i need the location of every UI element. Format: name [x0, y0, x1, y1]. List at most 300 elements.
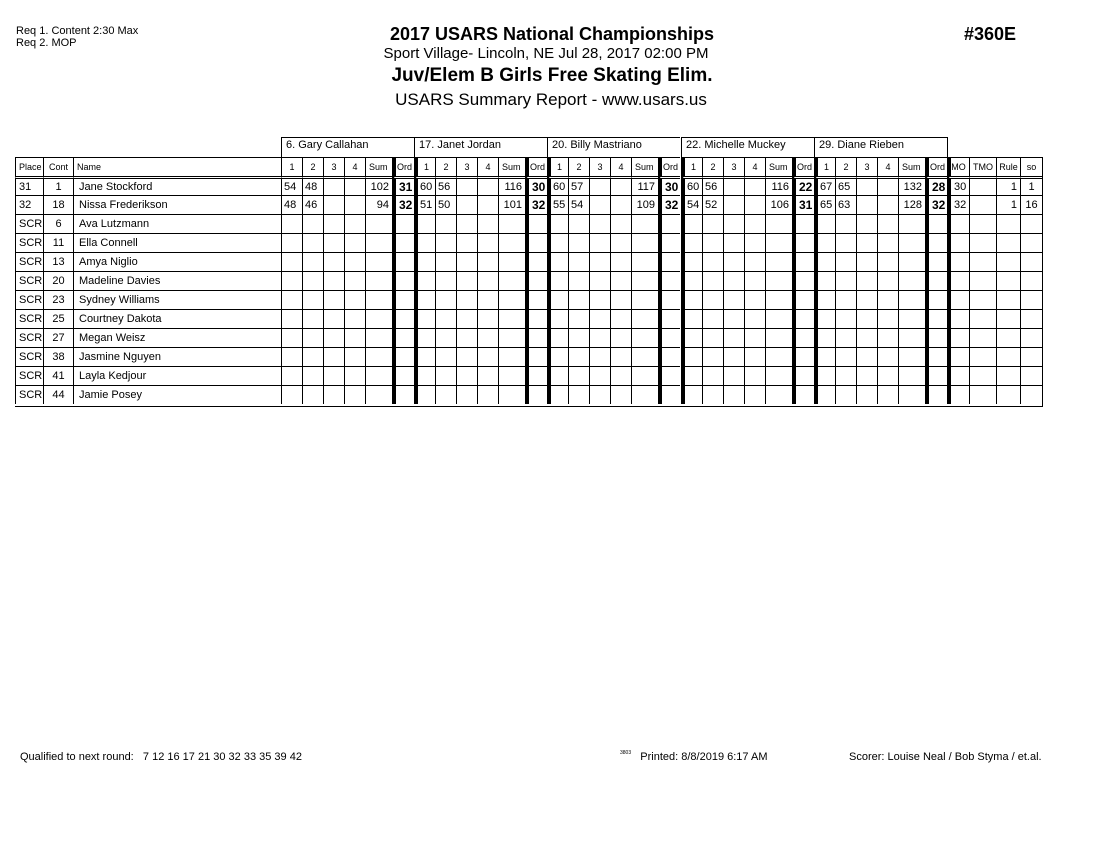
- score-cell: [547, 252, 568, 271]
- score-cell: [856, 290, 877, 309]
- score-cell: [702, 328, 723, 347]
- score-cell: [435, 214, 456, 233]
- score-cell: [281, 366, 302, 385]
- cont-cell: 44: [43, 385, 73, 404]
- column-header-judge4-3: 3: [723, 157, 744, 176]
- column-header-judge4-ord: Ord: [792, 157, 814, 176]
- score-cell: [792, 347, 814, 366]
- score-cell: [435, 328, 456, 347]
- column-header-judge1-ord: Ord: [392, 157, 414, 176]
- mo-cell: [947, 252, 969, 271]
- score-cell: [856, 309, 877, 328]
- score-cell: [744, 252, 765, 271]
- score-cell: [302, 366, 323, 385]
- score-cell: [456, 309, 477, 328]
- score-cell: [392, 252, 414, 271]
- cont-cell: 38: [43, 347, 73, 366]
- cont-cell: 25: [43, 309, 73, 328]
- score-cell: [477, 328, 498, 347]
- so-cell: [1020, 328, 1042, 347]
- column-header-so: so: [1020, 157, 1042, 176]
- score-cell: [589, 214, 610, 233]
- so-cell: [1020, 309, 1042, 328]
- mo-cell: [947, 309, 969, 328]
- score-cell: [877, 347, 898, 366]
- score-cell: 46: [302, 195, 323, 214]
- score-cell: [814, 271, 835, 290]
- place-cell: 32: [15, 195, 43, 214]
- score-cell: [765, 328, 792, 347]
- score-cell: [610, 290, 631, 309]
- score-cell: 30: [525, 176, 547, 195]
- score-cell: [281, 214, 302, 233]
- score-cell: [344, 233, 365, 252]
- score-cell: [281, 233, 302, 252]
- score-cell: [281, 347, 302, 366]
- judge-header: 22. Michelle Muckey: [681, 137, 814, 157]
- score-cell: [547, 271, 568, 290]
- column-header-judge5-3: 3: [856, 157, 877, 176]
- mo-cell: [947, 271, 969, 290]
- score-cell: [814, 366, 835, 385]
- score-cell: [589, 385, 610, 404]
- score-cell: [631, 233, 658, 252]
- score-cell: [610, 328, 631, 347]
- score-cell: [681, 271, 702, 290]
- score-cell: [456, 290, 477, 309]
- score-cell: 22: [792, 176, 814, 195]
- column-header-cont: Cont: [43, 157, 73, 176]
- score-cell: [414, 214, 435, 233]
- score-cell: [392, 290, 414, 309]
- score-cell: [610, 252, 631, 271]
- score-cell: [435, 252, 456, 271]
- score-cell: [658, 347, 680, 366]
- score-cell: [323, 385, 344, 404]
- so-cell: [1020, 252, 1042, 271]
- score-cell: [877, 271, 898, 290]
- score-cell: [681, 366, 702, 385]
- score-cell: [302, 214, 323, 233]
- score-cell: [835, 233, 856, 252]
- score-cell: 56: [702, 176, 723, 195]
- score-cell: [456, 176, 477, 195]
- skater-name: Nissa Frederikson: [73, 195, 281, 214]
- score-cell: 32: [925, 195, 947, 214]
- score-cell: [525, 366, 547, 385]
- score-cell: [525, 328, 547, 347]
- score-cell: [589, 366, 610, 385]
- score-cell: 48: [302, 176, 323, 195]
- score-cell: [702, 290, 723, 309]
- score-cell: [498, 366, 525, 385]
- column-header-tmo: TMO: [969, 157, 996, 176]
- score-cell: [877, 176, 898, 195]
- score-cell: [925, 347, 947, 366]
- column-header-judge5-4: 4: [877, 157, 898, 176]
- so-cell: 1: [1020, 176, 1042, 195]
- score-cell: [414, 366, 435, 385]
- score-cell: [456, 328, 477, 347]
- column-header-judge3-1: 1: [547, 157, 568, 176]
- requirement-1: Req 1. Content 2:30 Max: [16, 25, 139, 37]
- score-cell: [589, 176, 610, 195]
- score-cell: [658, 290, 680, 309]
- place-cell: SCR: [15, 214, 43, 233]
- so-cell: [1020, 347, 1042, 366]
- score-cell: [723, 252, 744, 271]
- score-cell: [477, 366, 498, 385]
- score-cell: [702, 214, 723, 233]
- so-cell: [1020, 271, 1042, 290]
- score-cell: [281, 271, 302, 290]
- score-cell: [744, 214, 765, 233]
- score-cell: [631, 366, 658, 385]
- score-cell: [547, 366, 568, 385]
- score-cell: 57: [568, 176, 589, 195]
- score-cell: [681, 233, 702, 252]
- score-cell: 60: [414, 176, 435, 195]
- score-cell: [525, 271, 547, 290]
- score-cell: [744, 309, 765, 328]
- rule-cell: [996, 309, 1020, 328]
- score-cell: [856, 176, 877, 195]
- score-cell: [702, 233, 723, 252]
- score-cell: [856, 271, 877, 290]
- score-cell: [414, 385, 435, 404]
- score-cell: [765, 233, 792, 252]
- score-cell: [365, 347, 392, 366]
- skater-name: Sydney Williams: [73, 290, 281, 309]
- score-cell: [344, 271, 365, 290]
- score-cell: [631, 214, 658, 233]
- score-cell: [814, 328, 835, 347]
- score-cell: [856, 385, 877, 404]
- score-cell: [302, 252, 323, 271]
- score-cell: [323, 195, 344, 214]
- score-cell: [498, 328, 525, 347]
- place-cell: SCR: [15, 271, 43, 290]
- score-cell: [435, 233, 456, 252]
- score-cell: [568, 214, 589, 233]
- score-cell: [814, 214, 835, 233]
- divider: [947, 137, 948, 157]
- printed-line: [620, 751, 768, 763]
- tmo-cell: [969, 195, 996, 214]
- score-cell: [568, 385, 589, 404]
- score-cell: [835, 290, 856, 309]
- score-cell: [392, 328, 414, 347]
- qualified-label: Qualified to next round:: [20, 751, 134, 763]
- score-cell: 50: [435, 195, 456, 214]
- score-cell: [525, 347, 547, 366]
- column-header-judge2-3: 3: [456, 157, 477, 176]
- score-cell: [498, 385, 525, 404]
- column-header-judge1-1: 1: [281, 157, 302, 176]
- skater-name: Jane Stockford: [73, 176, 281, 195]
- score-cell: [835, 214, 856, 233]
- so-cell: [1020, 233, 1042, 252]
- score-cell: [681, 309, 702, 328]
- score-cell: [681, 347, 702, 366]
- score-cell: 109: [631, 195, 658, 214]
- place-cell: SCR: [15, 252, 43, 271]
- cont-cell: 13: [43, 252, 73, 271]
- score-cell: [344, 214, 365, 233]
- mo-cell: 30: [947, 176, 969, 195]
- tmo-cell: [969, 309, 996, 328]
- score-cell: [414, 271, 435, 290]
- score-cell: [610, 176, 631, 195]
- report-code: 3803: [620, 750, 632, 756]
- score-cell: [414, 347, 435, 366]
- score-cell: [792, 309, 814, 328]
- score-cell: 116: [765, 176, 792, 195]
- score-cell: [744, 195, 765, 214]
- rule-cell: 1: [996, 176, 1020, 195]
- column-header-judge4-4: 4: [744, 157, 765, 176]
- score-cell: [365, 290, 392, 309]
- score-cell: [925, 309, 947, 328]
- score-cell: [392, 233, 414, 252]
- score-cell: [765, 385, 792, 404]
- tmo-cell: [969, 252, 996, 271]
- score-cell: [302, 290, 323, 309]
- score-cell: [898, 309, 925, 328]
- score-cell: [925, 252, 947, 271]
- score-cell: [792, 328, 814, 347]
- score-cell: [302, 233, 323, 252]
- judge-header: 20. Billy Mastriano: [547, 137, 680, 157]
- so-cell: [1020, 385, 1042, 404]
- score-cell: [435, 347, 456, 366]
- place-cell: SCR: [15, 328, 43, 347]
- score-cell: [568, 233, 589, 252]
- score-cell: [568, 290, 589, 309]
- skater-name: Jasmine Nguyen: [73, 347, 281, 366]
- championship-title: 2017 USARS National Championships: [389, 24, 715, 44]
- score-cell: [631, 328, 658, 347]
- mo-cell: [947, 385, 969, 404]
- score-cell: [547, 233, 568, 252]
- score-cell: [702, 271, 723, 290]
- skater-name: Ella Connell: [73, 233, 281, 252]
- score-cell: [744, 347, 765, 366]
- score-cell: [456, 347, 477, 366]
- venue-date: Sport Village- Lincoln, NE Jul 28, 2017 02:00 PM: [383, 45, 709, 62]
- score-cell: [525, 233, 547, 252]
- tmo-cell: [969, 347, 996, 366]
- score-cell: [658, 214, 680, 233]
- score-cell: [302, 385, 323, 404]
- score-cell: [631, 347, 658, 366]
- score-cell: [658, 233, 680, 252]
- mo-cell: [947, 233, 969, 252]
- score-cell: [568, 328, 589, 347]
- tmo-cell: [969, 328, 996, 347]
- mo-cell: [947, 290, 969, 309]
- score-cell: [814, 309, 835, 328]
- score-cell: 56: [435, 176, 456, 195]
- column-header-mo: MO: [947, 157, 969, 176]
- cont-cell: 11: [43, 233, 73, 252]
- score-cell: [925, 233, 947, 252]
- event-number: #360E: [964, 24, 1017, 44]
- score-cell: [281, 328, 302, 347]
- score-cell: [392, 347, 414, 366]
- score-cell: [898, 214, 925, 233]
- score-cell: [344, 176, 365, 195]
- score-cell: [702, 347, 723, 366]
- score-cell: [898, 328, 925, 347]
- qualified-list: 7 12 16 17 21 30 32 33 35 39 42: [142, 751, 302, 763]
- score-cell: [344, 290, 365, 309]
- score-cell: 132: [898, 176, 925, 195]
- score-cell: [681, 385, 702, 404]
- score-cell: [477, 195, 498, 214]
- score-cell: [610, 347, 631, 366]
- score-cell: [898, 366, 925, 385]
- score-cell: [414, 309, 435, 328]
- place-cell: SCR: [15, 290, 43, 309]
- score-cell: [658, 252, 680, 271]
- mo-cell: [947, 347, 969, 366]
- score-cell: [281, 385, 302, 404]
- score-cell: [456, 214, 477, 233]
- place-cell: SCR: [15, 309, 43, 328]
- score-cell: [835, 252, 856, 271]
- score-cell: [925, 214, 947, 233]
- column-header-judge5-1: 1: [814, 157, 835, 176]
- column-header-judge2-1: 1: [414, 157, 435, 176]
- score-cell: [792, 271, 814, 290]
- score-cell: [792, 366, 814, 385]
- score-cell: [814, 385, 835, 404]
- score-cell: [744, 271, 765, 290]
- score-cell: 31: [792, 195, 814, 214]
- score-cell: [589, 347, 610, 366]
- score-cell: [814, 252, 835, 271]
- mo-cell: [947, 214, 969, 233]
- score-cell: [723, 366, 744, 385]
- score-cell: 48: [281, 195, 302, 214]
- score-cell: [568, 271, 589, 290]
- score-cell: [856, 328, 877, 347]
- score-cell: 94: [365, 195, 392, 214]
- score-cell: 116: [498, 176, 525, 195]
- place-cell: 31: [15, 176, 43, 195]
- score-cell: [658, 328, 680, 347]
- score-cell: [631, 271, 658, 290]
- score-cell: [856, 366, 877, 385]
- score-cell: [610, 366, 631, 385]
- column-header-judge2-ord: Ord: [525, 157, 547, 176]
- tmo-cell: [969, 366, 996, 385]
- score-cell: [525, 385, 547, 404]
- score-cell: [765, 214, 792, 233]
- score-cell: [631, 385, 658, 404]
- score-cell: [344, 252, 365, 271]
- score-cell: [435, 309, 456, 328]
- score-cell: [323, 347, 344, 366]
- score-cell: [835, 385, 856, 404]
- score-cell: [723, 214, 744, 233]
- score-cell: [365, 366, 392, 385]
- score-cell: [323, 214, 344, 233]
- score-cell: [723, 195, 744, 214]
- score-cell: [302, 347, 323, 366]
- score-cell: [765, 252, 792, 271]
- column-header-judge1-2: 2: [302, 157, 323, 176]
- score-cell: [610, 195, 631, 214]
- cont-cell: 27: [43, 328, 73, 347]
- score-cell: [547, 309, 568, 328]
- score-cell: [723, 176, 744, 195]
- judge-header: 6. Gary Callahan: [281, 137, 414, 157]
- score-cell: [744, 290, 765, 309]
- tmo-cell: [969, 214, 996, 233]
- cont-cell: 6: [43, 214, 73, 233]
- score-cell: [323, 176, 344, 195]
- score-cell: [435, 366, 456, 385]
- score-cell: [723, 233, 744, 252]
- score-cell: [498, 309, 525, 328]
- score-cell: [365, 328, 392, 347]
- score-cell: [723, 309, 744, 328]
- score-cell: [877, 328, 898, 347]
- score-cell: [392, 214, 414, 233]
- score-cell: [744, 328, 765, 347]
- score-cell: [392, 366, 414, 385]
- score-cell: 63: [835, 195, 856, 214]
- cont-cell: 20: [43, 271, 73, 290]
- tmo-cell: [969, 176, 996, 195]
- score-cell: [877, 366, 898, 385]
- score-cell: [765, 271, 792, 290]
- column-header-judge1-4: 4: [344, 157, 365, 176]
- column-header-judge2-4: 4: [477, 157, 498, 176]
- column-header-judge5-sum: Sum: [898, 157, 925, 176]
- score-cell: [898, 233, 925, 252]
- score-cell: 28: [925, 176, 947, 195]
- score-cell: [702, 309, 723, 328]
- rule-cell: [996, 214, 1020, 233]
- cont-cell: 1: [43, 176, 73, 195]
- score-cell: [323, 290, 344, 309]
- score-cell: 51: [414, 195, 435, 214]
- score-cell: [702, 252, 723, 271]
- column-header-judge5-ord: Ord: [925, 157, 947, 176]
- score-cell: [610, 385, 631, 404]
- score-cell: [365, 385, 392, 404]
- score-cell: [392, 385, 414, 404]
- score-cell: [658, 271, 680, 290]
- score-cell: [456, 271, 477, 290]
- score-cell: [925, 385, 947, 404]
- score-cell: [814, 233, 835, 252]
- score-cell: [414, 328, 435, 347]
- score-cell: [898, 385, 925, 404]
- score-cell: [456, 252, 477, 271]
- score-cell: [477, 233, 498, 252]
- mo-cell: [947, 366, 969, 385]
- score-cell: [877, 290, 898, 309]
- score-cell: [414, 290, 435, 309]
- score-cell: [344, 385, 365, 404]
- column-header-judge4-1: 1: [681, 157, 702, 176]
- score-cell: [723, 347, 744, 366]
- skater-name: Madeline Davies: [73, 271, 281, 290]
